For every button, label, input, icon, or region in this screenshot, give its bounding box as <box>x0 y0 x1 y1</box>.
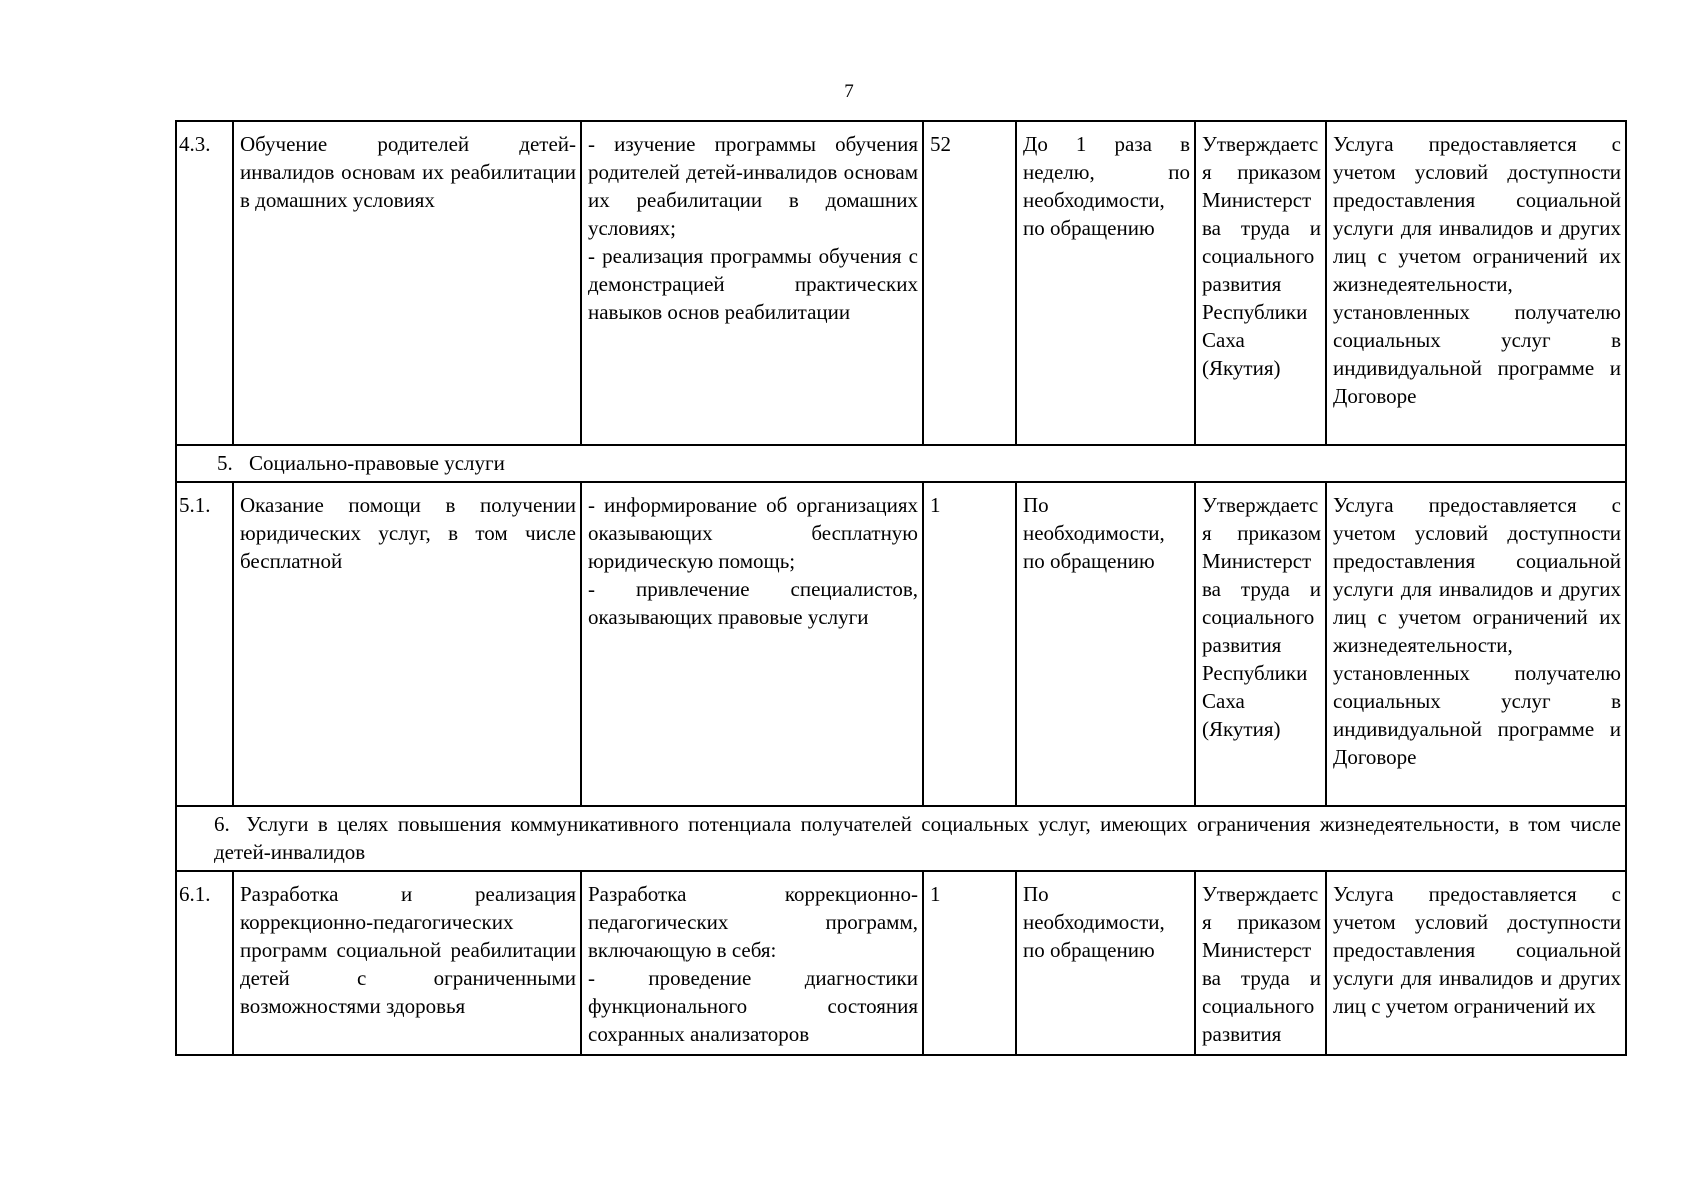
content-item: - информирование об организациях оказывающих бесплатную юридическую помощь; <box>588 493 918 573</box>
service-name: Обучение родителей детей-инвалидов основам их реабилитации в домашних условиях <box>233 121 581 445</box>
content-item: Разработка коррекционно-педагогических программ, включающую в себя: <box>588 882 918 962</box>
service-content <box>581 482 923 806</box>
service-periodicity: По необходимости, по обращению <box>1016 482 1195 806</box>
service-volume: 1 <box>923 482 1016 806</box>
row-number: 6.1. <box>176 871 233 1055</box>
table-row <box>176 121 1626 445</box>
content-item: - привлечение специалистов, оказывающих правовые услуги <box>588 577 918 629</box>
row-number: 4.3. <box>176 121 233 445</box>
content-item: - проведение диагностики функционального состояния сохранных анализаторов <box>588 966 918 1046</box>
row-number: 5.1. <box>176 482 233 806</box>
section-row <box>176 445 1626 482</box>
section-number: 5. <box>217 451 233 475</box>
content-item: - реализация программы обучения с демонстрацией практических навыков основ реабилитации <box>588 244 918 324</box>
services-table <box>175 120 1627 1056</box>
service-volume: 1 <box>923 871 1016 1055</box>
service-periodicity: До 1 раза в неделю, по необходимости, по обращению <box>1016 121 1195 445</box>
service-content <box>581 121 923 445</box>
section-row <box>176 806 1626 871</box>
table-row <box>176 871 1626 1055</box>
service-name: Разработка и реализация коррекционно-педагогических программ социальной реабилитации детей с ограниченными возможностями здоровья <box>233 871 581 1055</box>
service-volume: 52 <box>923 121 1016 445</box>
section-label: Социально-правовые услуги <box>249 451 505 475</box>
service-conditions: Услуга предоставляется с учетом условий доступности предоставления социальной услуги для инвалидов и других лиц с учетом ограничений их жизнедеятельности, установленных получателю социальных услуг в индивидуальной программе и Договоре <box>1326 121 1626 445</box>
service-periodicity: По необходимости, по обращению <box>1016 871 1195 1055</box>
service-conditions: Услуга предоставляется с учетом условий доступности предоставления социальной услуги для инвалидов и других лиц с учетом ограничений их <box>1326 871 1626 1055</box>
section-title <box>176 445 1626 482</box>
section-number: 6. <box>214 812 230 836</box>
page-number: 7 <box>844 81 854 102</box>
service-content <box>581 871 923 1055</box>
service-approval: Утверждается приказом Министерства труда и социального развития <box>1195 871 1326 1055</box>
table-row <box>176 482 1626 806</box>
service-name: Оказание помощи в получении юридических услуг, в том числе бесплатной <box>233 482 581 806</box>
content-item: - изучение программы обучения родителей детей-инвалидов основам их реабилитации в домашних условиях; <box>588 132 918 240</box>
section-title <box>176 806 1626 871</box>
service-approval: Утверждается приказом Министерства труда и социального развития Республики Саха (Якутия) <box>1195 482 1326 806</box>
section-label: Услуги в целях повышения коммуникативного потенциала получателей социальных услуг, имеющих ограничения жизнедеятельности, в том числе детей-инвалидов <box>214 812 1621 864</box>
service-approval: Утверждается приказом Министерства труда и социального развития Республики Саха (Якутия) <box>1195 121 1326 445</box>
service-conditions: Услуга предоставляется с учетом условий доступности предоставления социальной услуги для инвалидов и других лиц с учетом ограничений их жизнедеятельности, установленных получателю социальных услуг в индивидуальной программе и Договоре <box>1326 482 1626 806</box>
